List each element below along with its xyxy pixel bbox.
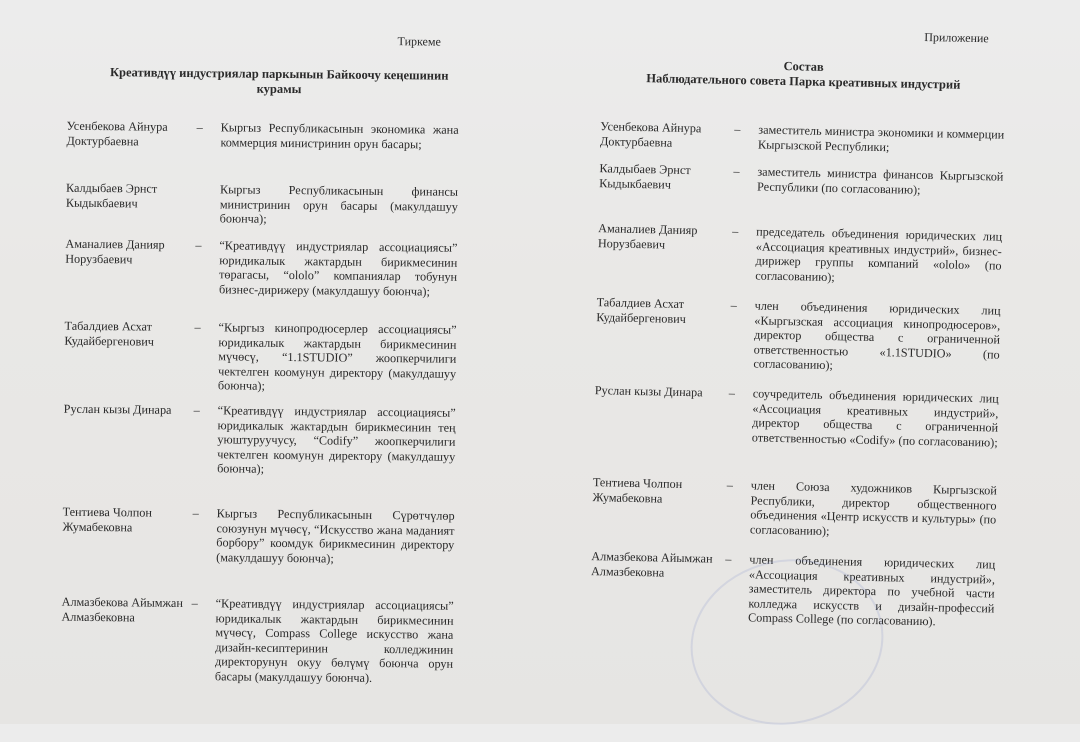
member-name: Табалдиев Асхат Кудайбергенович [596,295,686,326]
member-entry [597,221,1002,288]
member-name: Алмазбекова Айымжан Алмазбековна [61,594,183,625]
member-dash [196,182,220,226]
member-dash: – [728,385,736,401]
member-name: Руслан кызы Динара [63,401,172,417]
member-entry [66,119,458,152]
member-entry [63,402,456,479]
member-dash: – [725,551,732,567]
member-role: Кыргыз Республикасынын экономика жана коммерция министринин орун басары; [220,120,459,152]
member-role: член объединения юридических лиц «Кыргызская ассоциация кинопродюсеров», директор общества с ограниченной ответственностью «1.1STUDIO» (по согласованию); [753,298,1001,373]
member-dash: – [726,477,734,493]
member-dash: – [193,403,200,418]
title-line-2: Наблюдательного совета Парка креативных индустрий [646,71,961,92]
member-role: заместитель министра экономики и коммерции Кыргызской Республики; [757,122,1005,154]
member-role: “Креативдүү индустриялар ассоциациясы” юридикалык жактардын бирикмесинин төрагасы, “ololo” компаниялар тобунун бизнес-дирижеру (макулдашуу боюнча); [218,238,458,299]
member-dash: – [733,163,740,179]
member-entry [61,595,454,687]
member-role: заместитель министра финансов Кыргызской Республики (по согласованию); [757,164,1004,197]
member-entry [65,237,458,299]
member-name: Табалдиев Асхат Кудайбергенович [64,318,154,349]
member-entry [66,181,458,229]
member-dash: – [734,121,741,137]
member-name: Тентиева Чолпон Жумабековна [62,504,153,535]
member-role: Кыргыз Республикасынын финансы министринин орун басары (макулдашуу боюнча); [219,182,459,226]
member-name: Калдыбаев Эрнст Кыдыкбаевич [65,180,158,211]
member-name: Аманалиев Данияр Норузбаевич [597,221,698,252]
document-title [583,55,1024,94]
annex-label: Приложение [924,29,989,46]
member-dash: – [191,596,198,611]
member-name: Аманалиев Данияр Норузбаевич [65,236,165,266]
member-name: Руслан кызы Динара [594,383,703,400]
member-role: председатель объединения юридических лиц «Ассоциация креативных индустрий», бизнес-дирижер группы компаний «ololo» (по согласованию); [755,224,1003,284]
member-dash: – [194,320,201,335]
title-line-1: Креативдүү индустриялар паркынын Байкоочу кеңешинин [109,65,449,83]
member-role: член Союза художников Кыргызской Республики, директор общественного объединения «Центр искусств и культуры» (по согласованию); [749,478,997,538]
member-role: “Креативдүү индустриялар ассоциациясы” юридикалык жактардын бирикмесинин тең уюштуруучусу, “Codify” жоопкерчилиги чектелген коомунун директору (макулдашуу боюнча); [217,403,456,477]
document-title [69,65,489,99]
member-role: соучредитель объединения юридических лиц «Ассоциация креативных индустрий», директор общества с ограниченной ответственностью «Codify» (по согласованию); [751,386,999,450]
member-name: Алмазбекова Айымжан Алмазбековна [590,549,713,580]
member-entry [594,383,999,450]
title-line-1: Состав [783,59,824,74]
member-name: Усенбекова Айнура Доктурбаевна [66,118,168,149]
member-entry [595,295,1000,376]
member-dash: – [732,223,739,239]
annex-label: Тиркеме [397,34,441,49]
title-line-2: курамы [256,81,302,97]
member-name: Усенбекова Айнура Доктурбаевна [599,119,702,150]
member-dash: – [730,297,737,313]
member-name: Тентиева Чолпон Жумабековна [592,475,683,506]
member-dash: – [195,238,202,253]
member-role: “Креативдүү индустриялар ассоциациясы” юридикалык жактардын бирикмесинин мүчөсү, Compass College искусство жана дизайн-кесиптеринин колледжинин директорунун окуу бөлүмү боюнча орун басары (макулдашуу боюнча). [214,596,454,685]
member-entry [592,475,997,542]
member-role: “Кыргыз кинопродюсерлер ассоциациясы” юридикалык жактардын бирикмесинин мүчөсү, “1.1STUDIO” жоопкерчилиги чектелген коомунун директору (макулдашуу боюнча); [217,320,457,394]
member-entry [64,319,457,396]
member-role: член объединения юридических лиц «Ассоциация креативных индустрий», заместитель директора по учебной части колледжа искусств и дизайн-профессий Compass College (по согласованию). [747,552,996,629]
member-dash: – [196,120,203,135]
member-dash: – [192,506,199,521]
member-role: Кыргыз Республикасынын Сүрөтчүлөр союзунун мүчөсү, “Искусство жана маданият борбору” коомдук бирикмесинин директору (макулдашуу боюнча); [216,506,455,566]
member-entry [599,161,1004,199]
member-name: Калдыбаев Эрнст Кыдыкбаевич [599,161,691,192]
member-entry [62,505,455,567]
kyrgyz-document [0,0,520,729]
member-entry [600,119,1005,157]
